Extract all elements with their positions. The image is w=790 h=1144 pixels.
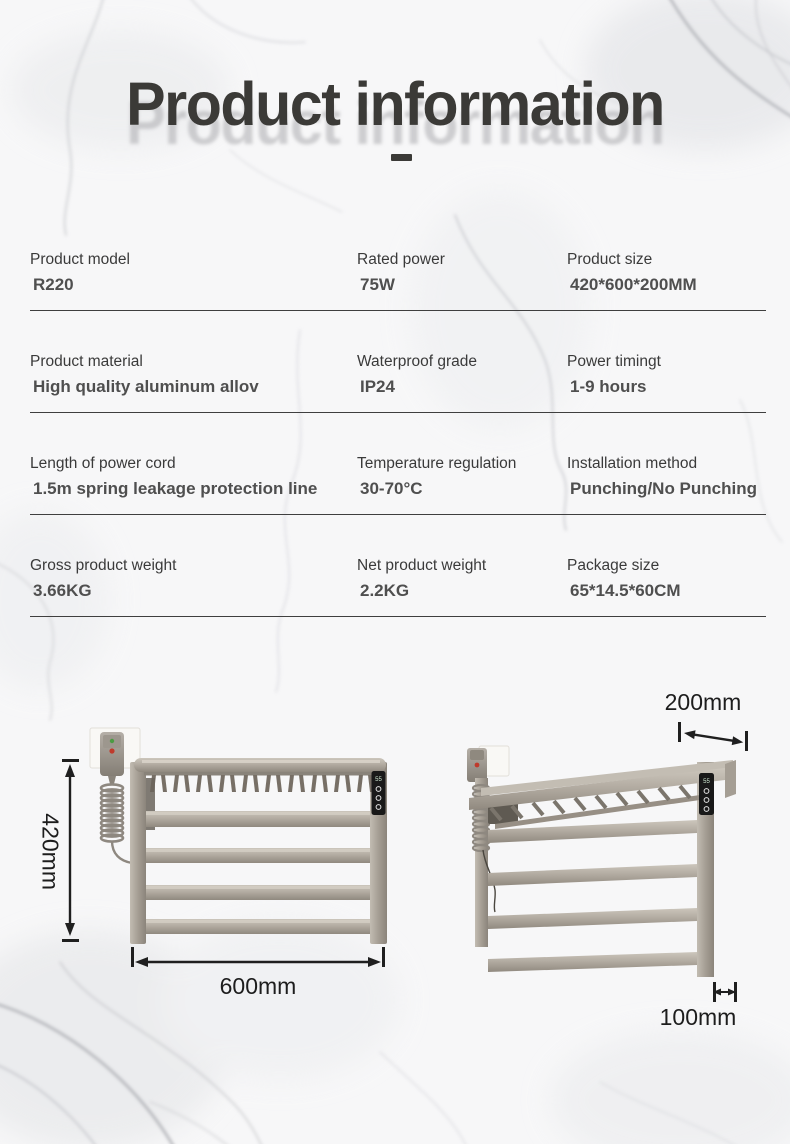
spec-value: 65*14.5*60CM [570, 581, 681, 600]
dim-height-label: 420mm [37, 813, 64, 890]
spec-cell-temperature-regulation [357, 454, 567, 501]
plug-red-indicator [475, 763, 480, 768]
spec-label: Product model [30, 251, 130, 268]
dim-bottom-depth-label: 100mm [659, 1004, 737, 1030]
spec-row [30, 250, 766, 311]
spec-value: R220 [33, 275, 74, 294]
spec-label: Product material [30, 353, 143, 370]
panel-display: 55 [375, 777, 382, 783]
dim-200-left-tick [678, 722, 681, 742]
dim-420-arrow [62, 764, 78, 936]
spec-cell-waterproof-grade [357, 352, 567, 399]
spec-cell-gross-weight [30, 556, 357, 603]
left-post [130, 762, 146, 944]
spec-value: High quality aluminum allov [33, 377, 259, 396]
dim-depth-label: 200mm [664, 689, 742, 715]
spec-cell-product-model [30, 250, 357, 297]
spec-value: 3.66KG [33, 581, 92, 600]
dim-100-arrow [713, 986, 736, 998]
towel-rack-side-view [455, 740, 755, 1000]
towel-hooks [150, 775, 374, 792]
towel-rack-front-view [80, 722, 400, 952]
power-plug [467, 746, 509, 782]
spec-value: 2.2KG [360, 581, 410, 600]
plug-red-indicator [109, 748, 114, 753]
plug-neck [108, 776, 116, 784]
spec-value: 30-70°C [360, 479, 423, 498]
dim-200-arrow [682, 728, 746, 750]
dim-width-label: 600mm [219, 973, 297, 999]
spec-cell-product-size [567, 250, 766, 297]
dim-600-right-tick [382, 947, 385, 967]
spec-label: Installation method [567, 455, 698, 472]
spec-label: Gross product weight [30, 557, 177, 574]
title-dash [391, 154, 412, 161]
spec-row [30, 413, 766, 515]
page-title: Product information [126, 70, 664, 138]
spec-cell-product-material [30, 352, 357, 399]
shelf-end-bracket [725, 760, 736, 798]
spec-value: 1.5m spring leakage protection line [33, 479, 318, 498]
spec-label: Waterproof grade [357, 353, 478, 370]
hook-rail [144, 772, 376, 776]
spec-cell-net-weight [357, 556, 567, 603]
spec-label: Product size [567, 251, 653, 268]
plug-green-indicator [110, 739, 114, 743]
panel-display: 55 [703, 779, 710, 785]
heating-bars [146, 811, 370, 934]
plug-face [470, 750, 484, 760]
control-panel [372, 771, 386, 815]
spec-label: Power timingt [567, 353, 661, 370]
spec-label: Package size [567, 557, 660, 574]
dim-600-arrow [135, 953, 381, 971]
shelf-highlight [142, 760, 380, 763]
spec-cell-installation-method [567, 454, 766, 501]
heating-bars [488, 820, 697, 972]
dim-420-bottom-tick [62, 939, 79, 942]
spec-value: 75W [360, 275, 395, 294]
spec-cell-power-cord [30, 454, 357, 501]
spec-cell-power-timing [567, 352, 766, 399]
spec-value: IP24 [360, 377, 395, 396]
dim-600-left-tick [131, 947, 134, 967]
spec-value: Punching/No Punching [570, 479, 757, 498]
control-panel [699, 773, 714, 815]
spec-label: Length of power cord [30, 455, 176, 472]
spec-cell-rated-power [357, 250, 567, 297]
spec-label: Temperature regulation [357, 455, 517, 472]
spec-cell-package-size [567, 556, 766, 603]
spec-label: Rated power [357, 251, 445, 268]
dim-420-top-tick [62, 759, 79, 762]
spec-value: 1-9 hours [570, 377, 647, 396]
spec-label: Net product weight [357, 557, 487, 574]
spec-row [30, 515, 766, 617]
spec-row [30, 311, 766, 413]
spec-value: 420*600*200MM [570, 275, 697, 294]
spec-table [30, 250, 766, 617]
